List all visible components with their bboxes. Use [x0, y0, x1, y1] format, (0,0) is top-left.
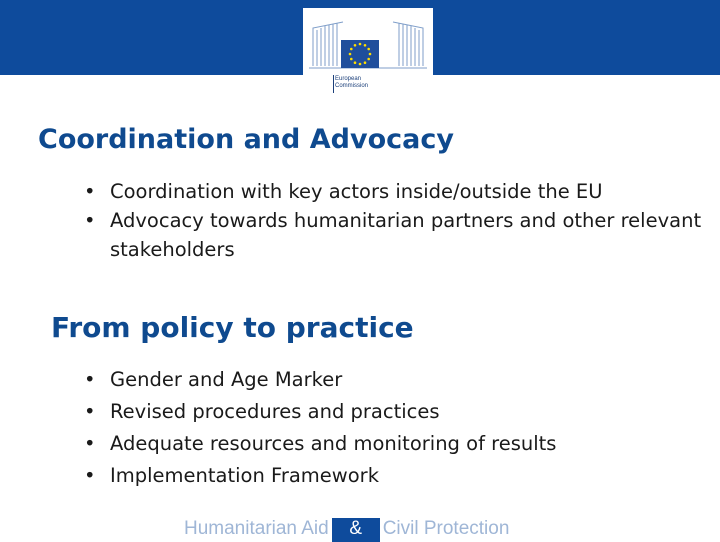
list-item: • Gender and Age Marker: [84, 364, 704, 396]
footer-brand: [184, 518, 544, 540]
list-item: • Implementation Framework: [84, 460, 704, 492]
footer-right-text: Civil Protection: [382, 518, 510, 539]
berlaymont-building-icon: [303, 8, 433, 74]
policy-bullet-list: [84, 364, 704, 492]
logo-line-2: Commission: [335, 83, 369, 89]
list-item: • Revised procedures and practices: [84, 396, 704, 428]
european-commission-logo: [303, 8, 433, 100]
logo-text: [335, 76, 368, 90]
footer-ampersand: &: [332, 518, 380, 542]
coordination-bullet-list: [84, 177, 704, 264]
logo-divider: [333, 75, 334, 93]
list-item: • Advocacy towards humanitarian partners and other relevant stakeholders: [84, 206, 704, 264]
logo-line-1: European: [335, 76, 362, 82]
section-title-coordination: Coordination and Advocacy: [38, 124, 454, 155]
list-item: • Coordination with key actors inside/outside the EU: [84, 177, 704, 206]
footer-left-text: Humanitarian Aid: [184, 518, 329, 539]
list-item: • Adequate resources and monitoring of results: [84, 428, 704, 460]
section-title-policy: From policy to practice: [51, 311, 414, 344]
